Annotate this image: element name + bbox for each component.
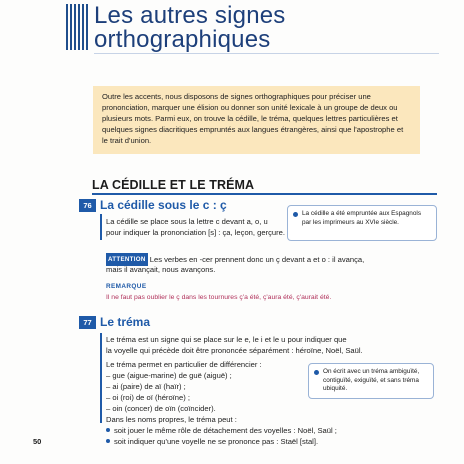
bullet-icon xyxy=(106,439,110,443)
rule-77-line-1: Le tréma est un signe qui se place sur le e, le i et le u pour indiquer que xyxy=(106,335,347,344)
rule-77-line-10: soit indiquer qu'une voyelle ne se prononce pas : Staël [stal]. xyxy=(114,437,319,446)
rule-77-line-3: Le tréma permet en particulier de différencier : xyxy=(106,360,262,369)
rule-77-bar xyxy=(100,333,102,423)
rule-number-77: 77 xyxy=(79,316,96,329)
rule-77-side-note xyxy=(308,363,434,399)
note-bullet-icon xyxy=(293,212,298,217)
rule-number-76: 76 xyxy=(79,199,96,212)
rule-76-text-1: La cédille se place sous la lettre c devant a, o, u xyxy=(106,217,268,226)
rule-77-line-8: Dans les noms propres, le tréma peut : xyxy=(106,415,237,424)
rule-77-line-7: – oin (concer) de oïn (coïncider). xyxy=(106,404,216,413)
rule-77-note-text: On écrit avec un tréma ambiguïté, contiguïté, exiguïté, et sans tréma ubiquité. xyxy=(323,368,420,393)
attention-text-1: Les verbes en -cer prennent donc un ç devant a et o : il avança, xyxy=(149,255,365,264)
attention-text-2: mais il avançait, nous avançons. xyxy=(106,265,216,274)
title-underline xyxy=(94,53,439,54)
rule-77-list-item-2 xyxy=(106,436,318,447)
rule-77-line-5: – ai (paire) de aï (haïr) ; xyxy=(106,382,186,391)
page-number: 50 xyxy=(33,437,42,446)
rule-76-heading: La cédille sous le c : ç xyxy=(100,198,227,212)
remark-heading: REMARQUE xyxy=(106,283,147,290)
section-title: LA CÉDILLE ET LE TRÉMA xyxy=(92,178,255,192)
rule-77-heading: Le tréma xyxy=(100,315,151,329)
rule-77-line-4: – gue (aigue-marine) de guë (aiguë) ; xyxy=(106,371,232,380)
page-title xyxy=(94,4,286,52)
title-line-1: Les autres signes xyxy=(94,2,286,29)
rule-77-list-item-1 xyxy=(106,425,337,436)
rule-76-note-text: La cédille a été empruntée aux Espagnols par les imprimeurs au XVIe siècle. xyxy=(302,210,422,226)
rule-77-line-2: la voyelle qui précède doit être prononcée séparément : héroïne, Noël, Saül. xyxy=(106,346,363,355)
attention-label: ATTENTION xyxy=(106,253,148,266)
rule-76-side-note xyxy=(287,205,437,241)
title-decoration xyxy=(66,4,88,50)
rule-77-line-6: – oi (roi) de oï (héroïne) ; xyxy=(106,393,190,402)
note-bullet-icon xyxy=(314,370,319,375)
bullet-icon xyxy=(106,428,110,432)
intro-box: Outre les accents, nous disposons de signes orthographiques pour préciser une prononciation, marquer une élision ou donner son unité lexicale à un groupe de deux ou plusieurs mots. Parmi eux, on trouve la cédille, le tréma, quelques lettres particulières et quelques signes diacritiques empruntés aux langues étrangères, ainsi que l'apostrophe et le trait d'union. xyxy=(93,86,420,154)
rule-76-bar xyxy=(100,214,102,240)
title-line-2: orthographiques xyxy=(94,26,271,53)
remark-text: Il ne faut pas oublier le ç dans les tournures ç'a été, ç'aura été, ç'aurait été. xyxy=(106,294,332,301)
rule-77-line-9: soit jouer le même rôle de détachement des voyelles : Noël, Saül ; xyxy=(114,426,337,435)
rule-76-text-2: pour indiquer la prononciation [s] : ça, leçon, gerçure. xyxy=(106,228,285,237)
section-underline xyxy=(92,193,437,195)
